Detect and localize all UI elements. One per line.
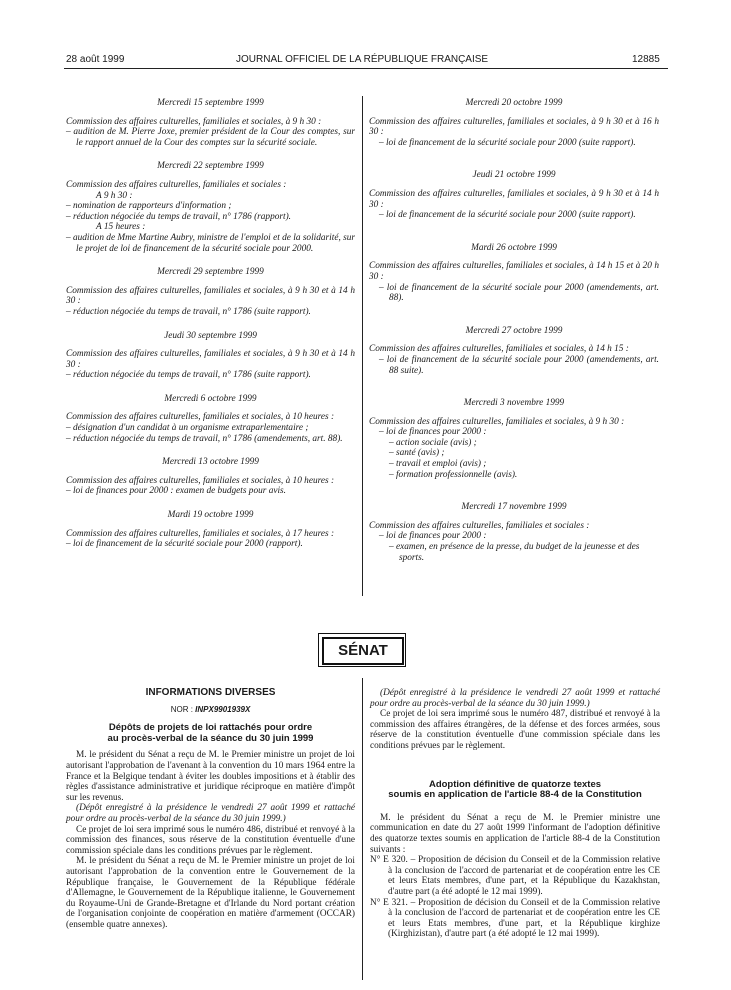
- numbered-entry: N° E 321. – Proposition de décision du Conseil et de la Commission relative à la conclusion de l'accord de partenariat et de coopération entre les CE et leurs Etats membres, d'une part, et la République kirghize (Kirghizistan), d'autre part (a été adopté le 12 mai 1999).: [370, 897, 660, 940]
- agenda-item: – réduction négociée du temps de travail, n° 1786 (rapport).: [66, 211, 291, 222]
- subsection-title: soumis en application de l'article 88-4 de la Constitution: [388, 789, 642, 801]
- agenda-subitem: – action sociale (avis) ;: [389, 437, 477, 448]
- agenda-block: [66, 161, 355, 254]
- header-journal-title: JOURNAL OFFICIEL DE LA RÉPUBLIQUE FRANÇAISE: [236, 54, 489, 65]
- agenda-block: [369, 243, 659, 304]
- subsection-title: Adoption définitive de quatorze textes: [428, 778, 602, 790]
- numbered-entry: N° E 320. – Proposition de décision du Conseil et de la Commission relative à la conclusion de l'accord de partenariat et de coopération entre les CE et leurs Etats membres, d'une part, et la République du Kazakhstan, d'autre part (a été adopté le 12 mai 1999).: [370, 855, 660, 897]
- agenda-day: Jeudi 21 octobre 1999: [472, 170, 556, 181]
- agenda-item: – audition de Mme Martine Aubry, ministre de l'emploi et de la solidarité, sur le projet de loi de financement de la sécurité sociale pour 2000.: [66, 232, 355, 254]
- agenda-block: [66, 98, 355, 148]
- paragraph: M. le président du Sénat a reçu de M. le Premier ministre un projet de loi autorisant l'approbation de l'avenant à la convention du 10 mars 1964 entre la France et la Belgique tendant à éviter les doubles impositions et à établir des règles d'assistance administrative et juridique réciproque en matière d'impôt sur les revenus.: [66, 750, 355, 803]
- agenda-block: [369, 398, 659, 480]
- paragraph: M. le président du Sénat a reçu de M. le Premier ministre un projet de loi autorisant l'approbation de la convention entre le Gouvernement de la République française, le Gouvernement de la République fédérale d'Allemagne, le Gouvernement de la République italienne, le Gouvernement du Royaume-Uni de Grande-Bretagne et d'Irlande du Nord portant création de l'organisation conjointe de coopération en matière d'armement (OCCAR) (ensemble quatre annexes).: [66, 856, 355, 930]
- agenda-day: Mercredi 6 octobre 1999: [164, 393, 257, 404]
- informations-diverses-section: [66, 688, 355, 930]
- column-divider: [362, 678, 363, 980]
- agenda-item: – réduction négociée du temps de travail, n° 1786 (suite rapport).: [66, 370, 311, 381]
- agenda-subitem: – travail et emploi (avis) ;: [389, 459, 487, 470]
- agenda-item: – loi de financement de la sécurité sociale pour 2000 (suite rapport).: [379, 137, 636, 148]
- agenda-block: [369, 326, 659, 376]
- senat-section-heading: SÉNAT: [322, 637, 404, 665]
- left-column: [66, 98, 355, 563]
- agenda-subitem: – examen, en présence de la presse, du budget de la jeunesse et des sports.: [389, 542, 640, 563]
- agenda-day: Mercredi 3 novembre 1999: [463, 398, 565, 409]
- agenda-item: – réduction négociée du temps de travail, n° 1786 (amendements, art. 88).: [66, 433, 343, 444]
- agenda-subitem: – santé (avis) ;: [389, 448, 445, 459]
- agenda-day: Mercredi 29 septembre 1999: [157, 267, 264, 278]
- paragraph: Ce projet de loi sera imprimé sous le numéro 486, distribué et renvoyé à la commission des finances, sous réserve de la constitution éventuelle d'une commission spéciale dans les conditions prévues par le règlement.: [66, 824, 355, 856]
- agenda-subitem: – formation professionnelle (avis).: [389, 469, 518, 480]
- right-column: [369, 98, 659, 576]
- header-rule: [64, 68, 668, 69]
- section-title: INFORMATIONS DIVERSES: [145, 687, 276, 698]
- agenda-block: [369, 98, 659, 148]
- agenda-block: [66, 267, 355, 317]
- agenda-line: Commission des affaires culturelles, familiales et sociales, à 17 heures :: [66, 528, 335, 539]
- agenda-item: – loi de financement de la sécurité sociale pour 2000 (amendements, art. 88 suite).: [379, 354, 659, 376]
- paragraph: Ce projet de loi sera imprimé sous le numéro 487, distribué et renvoyé à la commission des affaires étrangères, de la défense et des forces armées, sous réserve de la constitution éventuelle d'une commission spéciale dans les conditions prévues par le règlement.: [370, 709, 660, 751]
- agenda-day: Mercredi 20 octobre 1999: [465, 98, 563, 108]
- agenda-block: [66, 331, 355, 381]
- agenda-line: Commission des affaires culturelles, familiales et sociales, à 9 h 30 et à 14 h 30 :: [66, 349, 355, 370]
- agenda-item: – loi de finances pour 2000 :: [379, 427, 487, 438]
- subsection-title: au procès-verbal de la séance du 30 juin 1999: [107, 732, 314, 744]
- agenda-item: – désignation d'un candidat à un organisme extraparlementaire ;: [66, 423, 309, 434]
- column-divider: [362, 96, 363, 596]
- agenda-line: Commission des affaires culturelles, familiales et sociales, à 9 h 30 :: [66, 116, 322, 127]
- agenda-day: Mercredi 15 septembre 1999: [157, 98, 264, 108]
- nor-label: NOR :: [170, 704, 193, 714]
- agenda-day: Mardi 19 octobre 1999: [167, 510, 254, 521]
- subsection-title: Dépôts de projets de loi rattachés pour ordre: [108, 722, 313, 734]
- agenda-block: [66, 510, 355, 550]
- agenda-line: Commission des affaires culturelles, familiales et sociales, à 9 h 30 et à 14 h 30 :: [66, 285, 355, 307]
- agenda-item: – loi de financement de la sécurité sociale pour 2000 (suite rapport).: [379, 210, 636, 221]
- agenda-day: Mercredi 27 octobre 1999: [465, 325, 563, 336]
- agenda-block: [369, 502, 659, 563]
- agenda-day: Mercredi 22 septembre 1999: [157, 161, 264, 172]
- agenda-item: – loi de financement de la sécurité sociale pour 2000 (amendements, art. 88).: [379, 282, 659, 304]
- agenda-block: [66, 394, 355, 444]
- agenda-line: Commission des affaires culturelles, familiales et sociales, à 9 h 30 :: [369, 416, 625, 427]
- agenda-time: A 15 heures :: [96, 222, 146, 233]
- agenda-item: – loi de finances pour 2000 : examen de budgets pour avis.: [66, 486, 286, 497]
- agenda-line: Commission des affaires culturelles, familiales et sociales, à 14 h 15 et à 20 h 30 :: [369, 261, 659, 282]
- agenda-item: – audition de M. Pierre Joxe, premier président de la Cour des comptes, sur le rapport annuel de la Cour des comptes sur la sécurité sociale.: [66, 127, 355, 148]
- agenda-line: Commission des affaires culturelles, familiales et sociales, à 10 heures :: [66, 475, 335, 486]
- agenda-line: Commission des affaires culturelles, familiales et sociales :: [369, 520, 590, 531]
- agenda-item: – réduction négociée du temps de travail, n° 1786 (suite rapport).: [66, 306, 311, 317]
- paragraph: (Dépôt enregistré à la présidence le vendredi 27 août 1999 et rattaché pour ordre au procès-verbal de la séance du 30 juin 1999.): [66, 803, 355, 824]
- agenda-line: Commission des affaires culturelles, familiales et sociales :: [66, 179, 287, 190]
- paragraph: (Dépôt enregistré à la présidence le vendredi 27 août 1999 et rattaché pour ordre au procès-verbal de la séance du 30 juin 1999.): [370, 688, 660, 709]
- agenda-day: Mercredi 17 novembre 1999: [461, 502, 567, 513]
- agenda-day: Jeudi 30 septembre 1999: [164, 330, 257, 341]
- header-date: 28 août 1999: [66, 54, 125, 65]
- agenda-day: Mercredi 13 octobre 1999: [162, 457, 259, 468]
- agenda-line: Commission des affaires culturelles, familiales et sociales, à 10 heures :: [66, 412, 335, 423]
- agenda-item: – nomination de rapporteurs d'information ;: [66, 201, 232, 212]
- nor-reference: [66, 705, 355, 716]
- right-bottom-section: [370, 688, 660, 940]
- header-page-number: 12885: [632, 54, 660, 65]
- agenda-line: Commission des affaires culturelles, familiales et sociales, à 14 h 15 :: [369, 344, 629, 355]
- agenda-line: Commission des affaires culturelles, familiales et sociales, à 9 h 30 et à 14 h 30 :: [369, 188, 659, 210]
- agenda-block: [66, 457, 355, 497]
- paragraph: M. le président du Sénat a reçu de M. le Premier ministre une communication en date du 27 août 1999 l'informant de l'adoption définitive des quatorze textes soumis en application de l'article 88-4 de la Constitution suivants :: [370, 812, 660, 855]
- agenda-line: Commission des affaires culturelles, familiales et sociales, à 9 h 30 et à 16 h 30 :: [369, 116, 659, 138]
- agenda-time: A 9 h 30 :: [96, 190, 133, 201]
- agenda-block: [369, 170, 659, 220]
- nor-code: INPX9901939X: [195, 704, 251, 714]
- agenda-day: Mardi 26 octobre 1999: [471, 242, 557, 253]
- agenda-item: – loi de financement de la sécurité sociale pour 2000 (rapport).: [66, 539, 303, 550]
- agenda-item: – loi de finances pour 2000 :: [379, 531, 487, 542]
